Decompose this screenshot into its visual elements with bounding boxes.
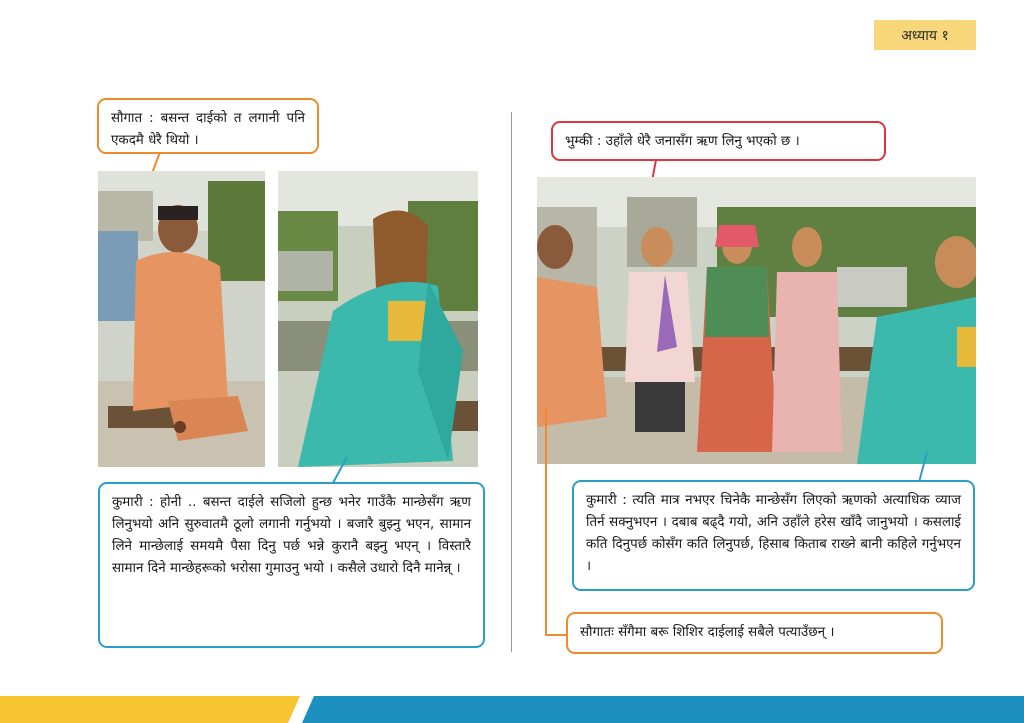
speech-bubble-saugat-bottom: सौगातः सँगैमा बरू शिशिर दाईलाई सबैले पत्याउँछन् । (566, 612, 943, 654)
bubble-pointer-kumari-left (315, 455, 355, 485)
photo-woman-teal-saree (278, 171, 478, 467)
speech-bubble-bhumki: भुम्की : उहाँले धेरै जनासँग ऋण लिनु भएको छ । (551, 121, 886, 161)
photo-group-seated (537, 177, 976, 464)
chapter-label: अध्याय १ (874, 20, 976, 50)
speech-bubble-kumari-right: कुमारी : त्यति मात्र नभएर चिनेकै मान्छेसँग लिएको ऋणको अत्याधिक व्याज तिर्न सक्नुभएन । दबाब बढ्दै गयो, अनि उहाँले हरेस खाँदै जानुभयो । कसलाई कति दिनुपर्छ कोसँग कति लिनुपर्छ, हिसाब किताब राख्ने बानी कहिले गर्नुभएन । (572, 480, 975, 591)
speech-bubble-kumari-left: कुमारी : होनी .. बसन्त दाईले सजिलो हुन्छ भनेर गाउँकै मान्छेसँग ऋण लिनुभयो अनि सुरुवातमै ठूलो लगानी गर्नुभयो । बजारै बुझ्नु भएन, सामान लिने मान्छेलाई समयमै पैसा दिनु पर्छ भन्ने कुरानै बझ्नु भएन् । विस्तारै सामान दिने मान्छेहरूको भरोसा गुमाउनु भयो । कसैले उधारो दिनै मानेन्न् । (98, 482, 485, 648)
footer-stripe (0, 696, 1024, 723)
speech-bubble-saugat-top: सौगात : बसन्त दाईको त लगानी पनि एकदमै धेरै थियो । (97, 98, 319, 154)
page-divider (511, 112, 512, 652)
photo-man-seated (98, 171, 265, 467)
bubble-pointer-saugat-bottom (540, 405, 570, 640)
